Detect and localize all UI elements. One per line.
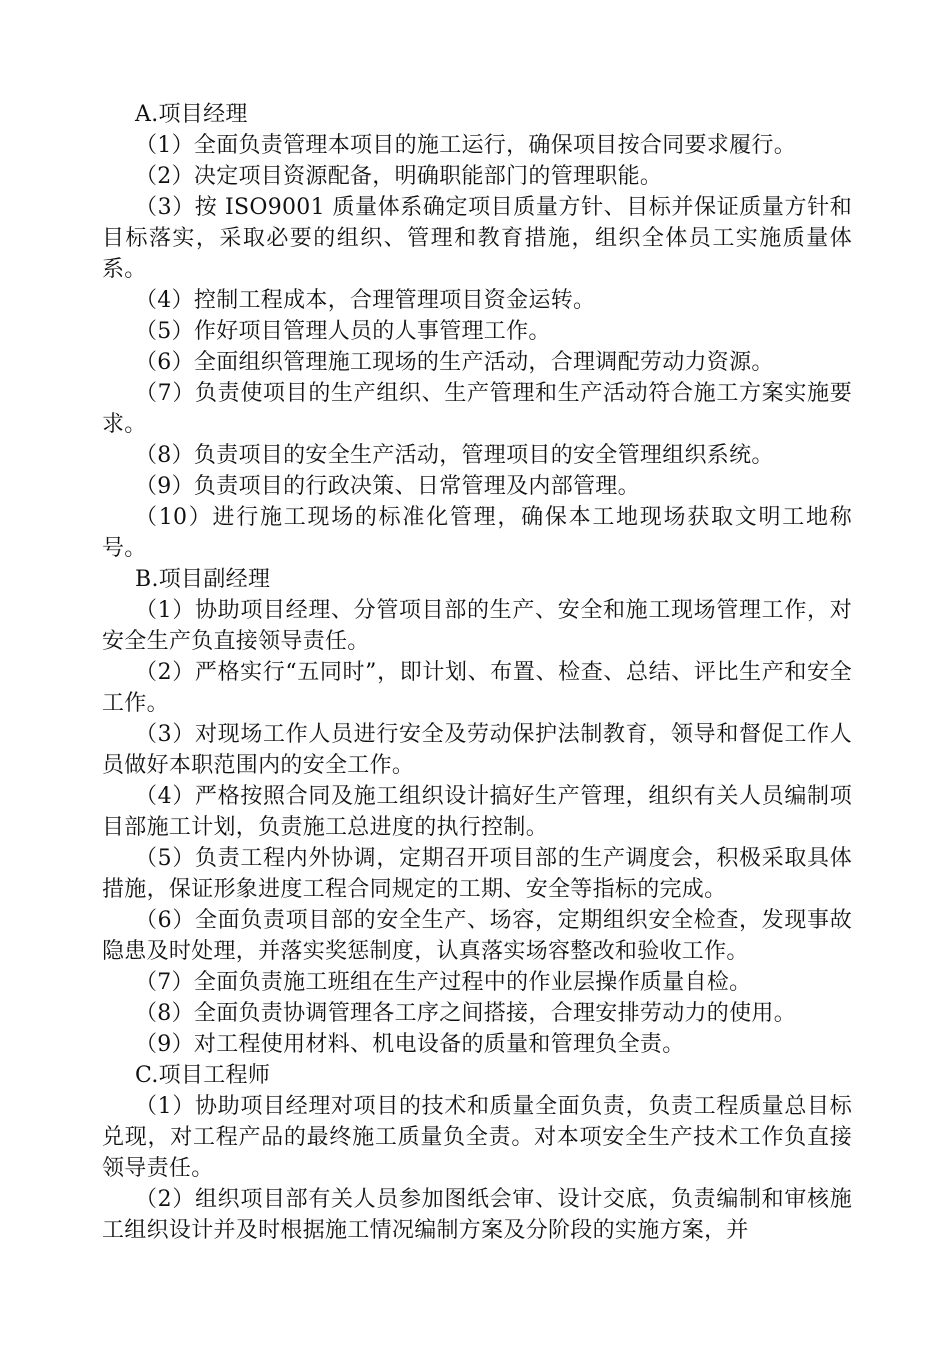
section-deputy-manager xyxy=(102,564,852,1060)
duty-item: （5）作好项目管理人员的人事管理工作。 xyxy=(135,319,551,344)
duty-item: （1）协助项目经理、分管项目部的生产、安全和施工现场管理工作，对安全生产负直接领导责任。 xyxy=(102,598,852,654)
duty-item: （1）全面负责管理本项目的施工运行，确保项目按合同要求履行。 xyxy=(135,133,796,158)
section-project-engineer xyxy=(102,1060,852,1246)
duty-item: （10）进行施工现场的标准化管理，确保本工地现场获取文明工地称号。 xyxy=(102,505,852,561)
duty-item: （7）全面负责施工班组在生产过程中的作业层操作质量自检。 xyxy=(135,970,752,995)
duty-item: （9）对工程使用材料、机电设备的质量和管理负全责。 xyxy=(135,1032,685,1057)
section-project-manager xyxy=(102,99,852,564)
duty-item: （2）严格实行“五同时”，即计划、布置、检查、总结、评比生产和安全工作。 xyxy=(102,660,852,716)
duty-item: （2）决定项目资源配备，明确职能部门的管理职能。 xyxy=(135,164,663,189)
duty-item: （3）按 ISO9001 质量体系确定项目质量方针、目标并保证质量方针和目标落实，采取必要的组织、管理和教育措施，组织全体员工实施质量体系。 xyxy=(102,195,852,282)
duty-item: （8）负责项目的安全生产活动，管理项目的安全管理组织系统。 xyxy=(135,443,774,468)
document-page xyxy=(102,99,852,1246)
section-heading: B.项目副经理 xyxy=(135,567,271,592)
duty-item: （4）严格按照合同及施工组织设计搞好生产管理，组织有关人员编制项目部施工计划，负责施工总进度的执行控制。 xyxy=(102,784,852,840)
duty-item: （3）对现场工作人员进行安全及劳动保护法制教育，领导和督促工作人员做好本职范围内的安全工作。 xyxy=(102,722,852,778)
duty-item: （9）负责项目的行政决策、日常管理及内部管理。 xyxy=(135,474,640,499)
section-heading: C.项目工程师 xyxy=(135,1063,271,1088)
duty-item: （6）全面组织管理施工现场的生产活动，合理调配劳动力资源。 xyxy=(135,350,774,375)
duty-item: （5）负责工程内外协调，定期召开项目部的生产调度会，积极采取具体措施，保证形象进度工程合同规定的工期、安全等指标的完成。 xyxy=(102,846,852,902)
duty-item: （1）协助项目经理对项目的技术和质量全面负责，负责工程质量总目标兑现，对工程产品的最终施工质量负全责。对本项安全生产技术工作负直接领导责任。 xyxy=(102,1094,852,1181)
duty-item: （4）控制工程成本，合理管理项目资金运转。 xyxy=(135,288,596,313)
duty-item: （6）全面负责项目部的安全生产、场容，定期组织安全检查，发现事故隐患及时处理，并落实奖惩制度，认真落实场容整改和验收工作。 xyxy=(102,908,852,964)
duty-item: （8）全面负责协调管理各工序之间搭接，合理安排劳动力的使用。 xyxy=(135,1001,796,1026)
duty-item: （2）组织项目部有关人员参加图纸会审、设计交底，负责编制和审核施工组织设计并及时根据施工情况编制方案及分阶段的实施方案，并 xyxy=(102,1187,852,1243)
duty-item: （7）负责使项目的生产组织、生产管理和生产活动符合施工方案实施要求。 xyxy=(102,381,852,437)
section-heading: A.项目经理 xyxy=(135,102,248,127)
